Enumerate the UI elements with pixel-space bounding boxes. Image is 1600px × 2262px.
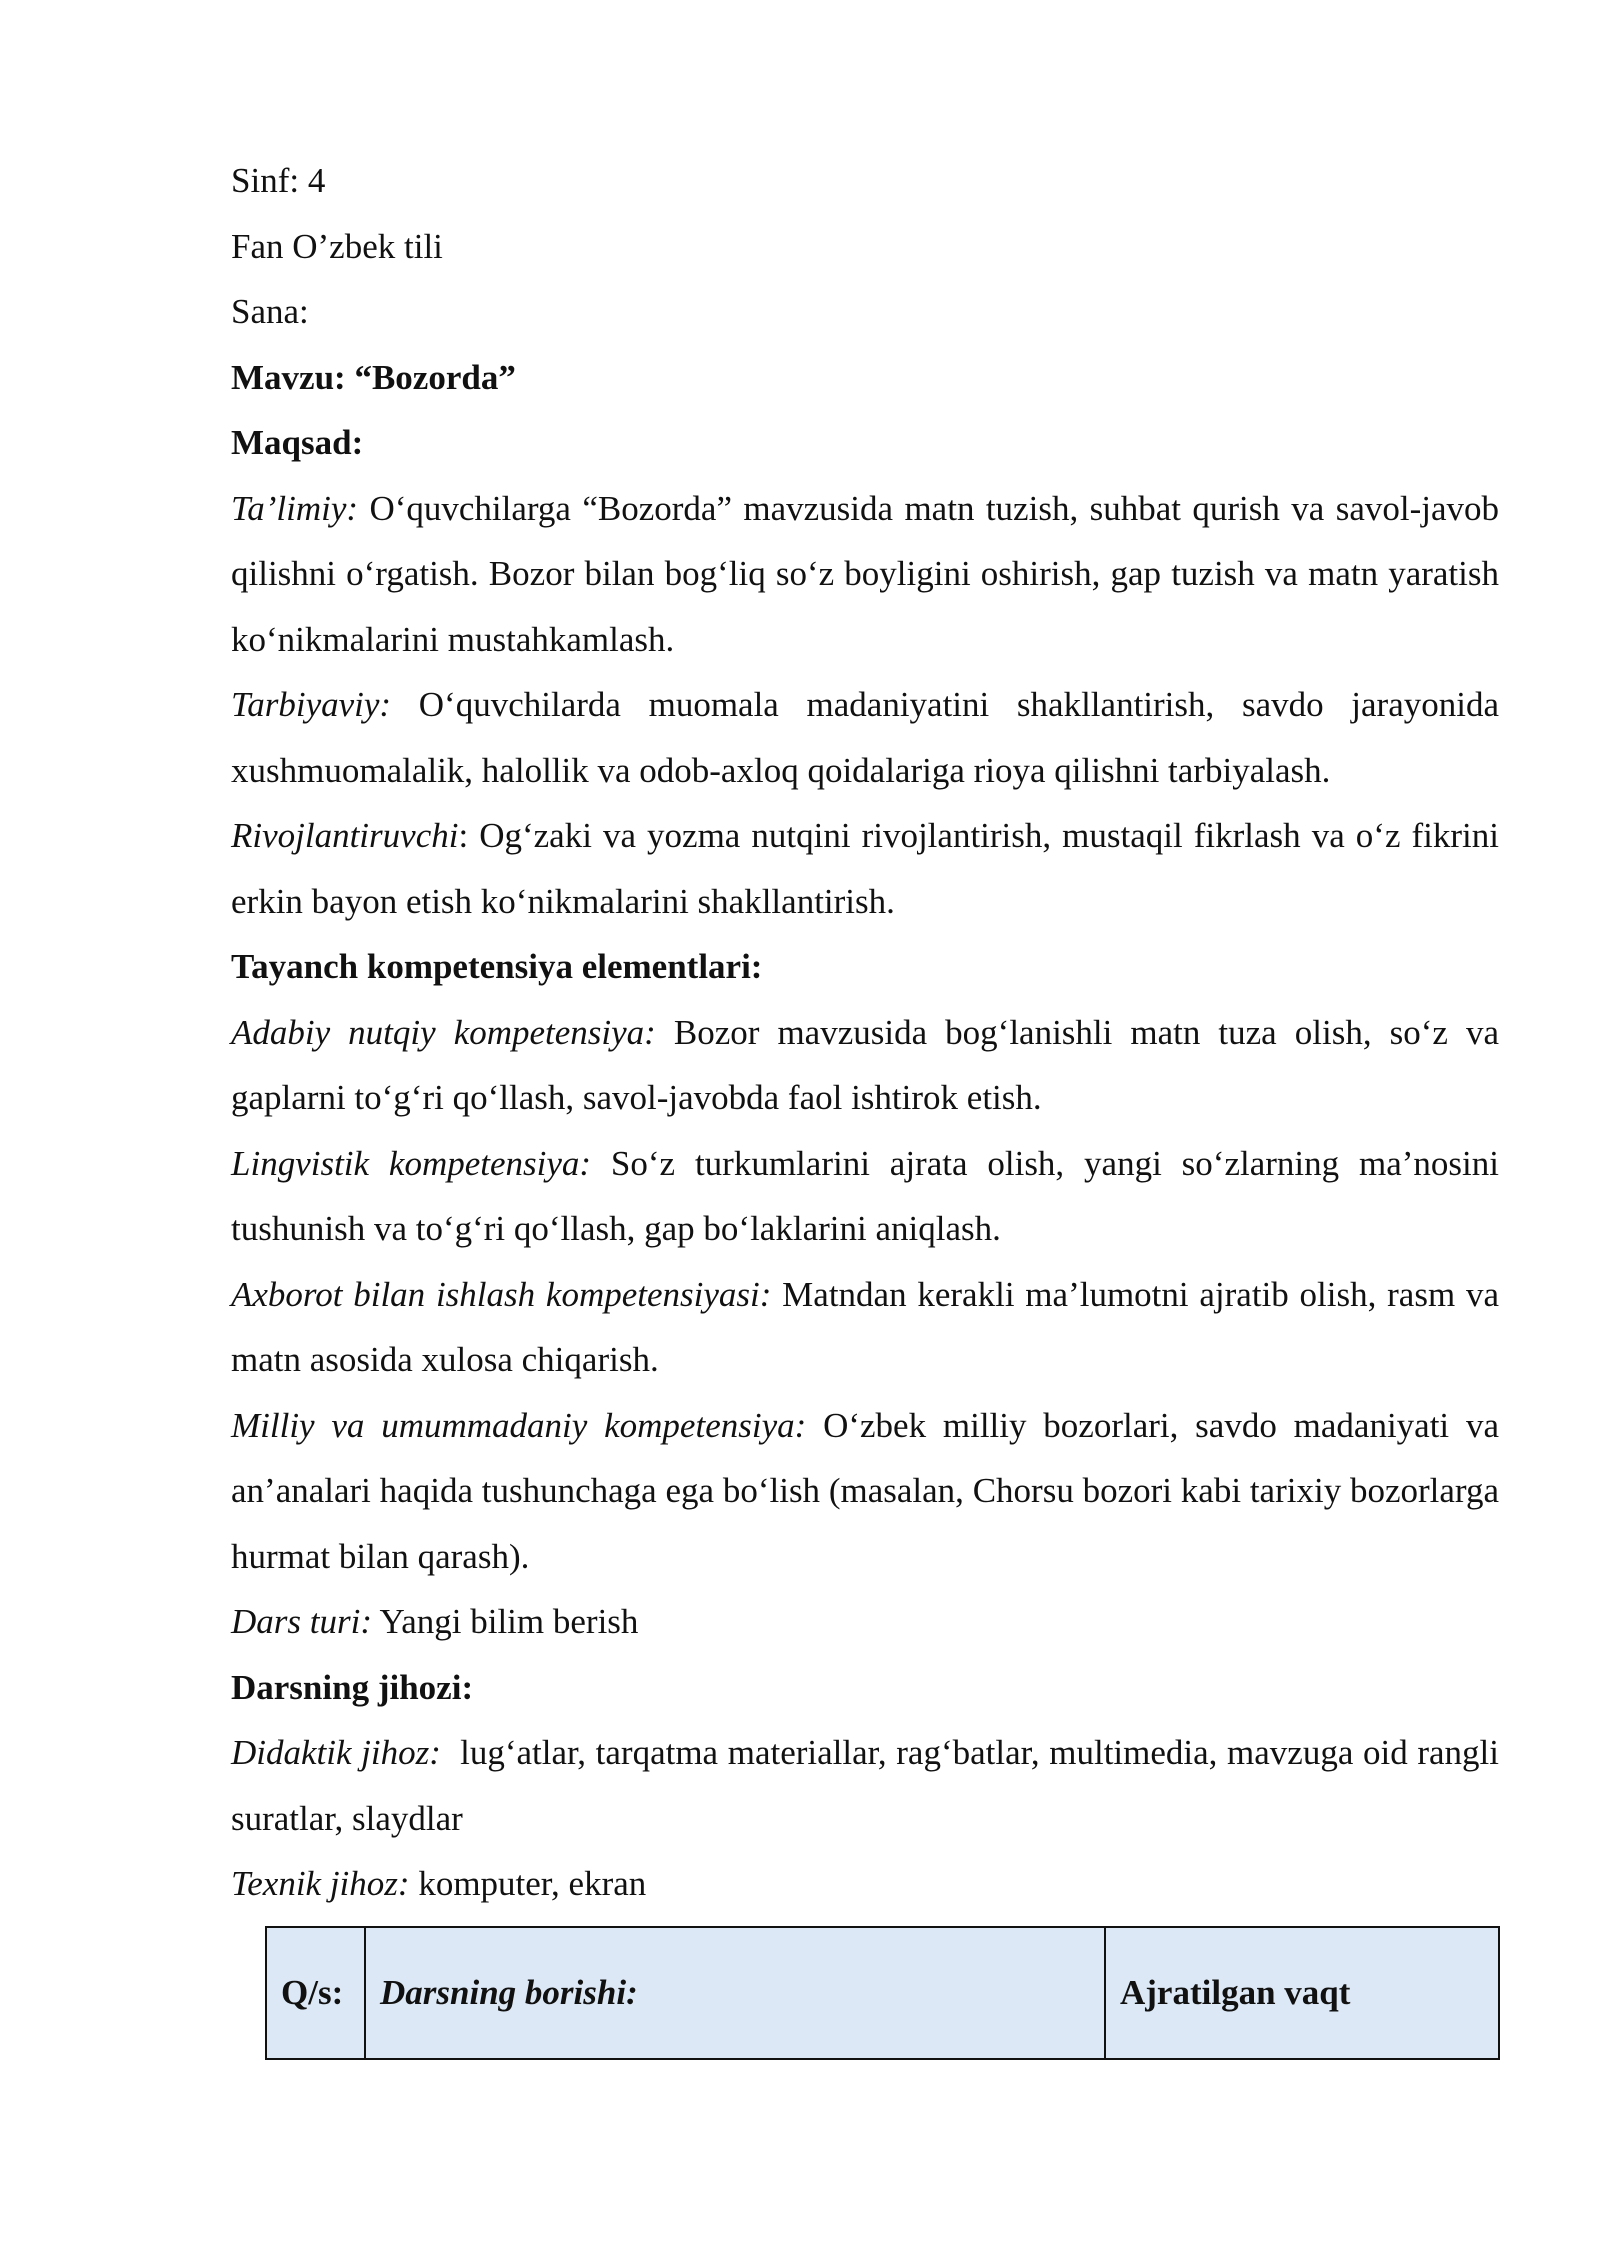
developmental-goal <box>231 803 1499 934</box>
upbringing-goal-text: O‘quvchilarda muomala madaniyatini shakllantirish, savdo jarayonida xushmuomalalik, halollik va odob-axloq qoidalariga rioya qilishni tarbiyalash. <box>231 685 1499 790</box>
column-header-lesson-progress: Darsning borishi: <box>365 1927 1105 2059</box>
literary-competency-label: Adabiy nutqiy kompetensiya: <box>231 1012 656 1052</box>
lesson-type-label: Dars turi: <box>231 1602 372 1641</box>
technical-equipment-label: Texnik jihoz: <box>231 1864 410 1903</box>
developmental-goal-text: : Og‘zaki va yozma nutqini rivojlantirish, mustaqil fikrlash va o‘z fikrini erkin bayon etish ko‘nikmalarini shakllantirish. <box>231 816 1499 921</box>
competencies-heading: Tayanch kompetensiya elementlari: <box>231 947 763 986</box>
equipment-heading: Darsning jihozi: <box>231 1667 474 1707</box>
lesson-type <box>231 1589 1499 1655</box>
lesson-plan-document <box>231 148 1508 1917</box>
column-header-allocated-time: Ajratilgan vaqt <box>1105 1927 1499 2059</box>
information-competency-label: Axborot bilan ishlash kompetensiyasi: <box>231 1274 772 1314</box>
table-header-row <box>266 1927 1499 2059</box>
developmental-goal-label: Rivojlantiruvchi <box>231 816 459 855</box>
goal-heading: Maqsad: <box>231 423 364 462</box>
lesson-type-value: Yangi bilim berish <box>372 1602 639 1641</box>
technical-equipment <box>231 1851 1499 1917</box>
didactic-equipment-label: Didaktik jihoz: <box>231 1733 441 1772</box>
technical-equipment-value: komputer, ekran <box>409 1864 647 1903</box>
literary-competency-text: Bozor mavzusida bog‘lanishli matn tuza olish, so‘z va gaplarni to‘g‘ri qo‘llash, savol-javobda faol ishtirok etish. <box>231 1012 1499 1117</box>
column-header-number: Q/s: <box>266 1927 365 2059</box>
educational-goal <box>231 476 1499 673</box>
educational-goal-text: O‘quvchilarga “Bozorda” mavzusida matn tuzish, suhbat qurish va savol-javob qilishni o‘rgatish. Bozor bilan bog‘liq so‘z boyligini oshirish, gap tuzish va matn yaratish ko‘nikmalarini mustahkamlash. <box>231 488 1499 659</box>
lesson-progress-table <box>265 1926 1500 2060</box>
information-competency-text: Matndan kerakli ma’lumotni ajratib olish, rasm va matn asosida xulosa chiqarish. <box>231 1274 1499 1379</box>
topic-value: “Bozorda” <box>354 357 516 397</box>
didactic-equipment <box>231 1720 1508 1851</box>
linguistic-competency <box>231 1131 1499 1262</box>
topic-label: Mavzu: <box>231 357 346 397</box>
topic-line <box>231 345 1499 411</box>
information-competency <box>231 1262 1499 1393</box>
national-competency-label: Milliy va umummadaniy kompetensiya: <box>231 1405 807 1445</box>
subject-line: Fan O’zbek tili <box>231 226 443 266</box>
grade-line: Sinf: 4 <box>231 161 326 200</box>
date-line: Sana: <box>231 292 309 331</box>
national-competency <box>231 1393 1499 1590</box>
didactic-equipment-value: lug‘atlar, tarqatma materiallar, rag‘batlar, multimedia, mavzuga oid rangli suratlar, slaydlar <box>231 1733 1508 1838</box>
linguistic-competency-label: Lingvistik kompetensiya: <box>231 1143 592 1183</box>
linguistic-competency-text: So‘z turkumlarini ajrata olish, yangi so‘zlarning ma’nosini tushunish va to‘g‘ri qo‘llash, gap bo‘laklarini aniqlash. <box>231 1143 1499 1248</box>
literary-competency <box>231 1000 1499 1131</box>
educational-goal-label: Ta’limiy: <box>231 488 359 528</box>
upbringing-goal <box>231 672 1499 803</box>
national-competency-text: O‘zbek milliy bozorlari, savdo madaniyati va an’analari haqida tushunchaga ega bo‘lish (masalan, Chorsu bozori kabi tarixiy bozorlarga hurmat bilan qarash). <box>231 1405 1499 1576</box>
upbringing-goal-label: Tarbiyaviy: <box>231 685 392 724</box>
